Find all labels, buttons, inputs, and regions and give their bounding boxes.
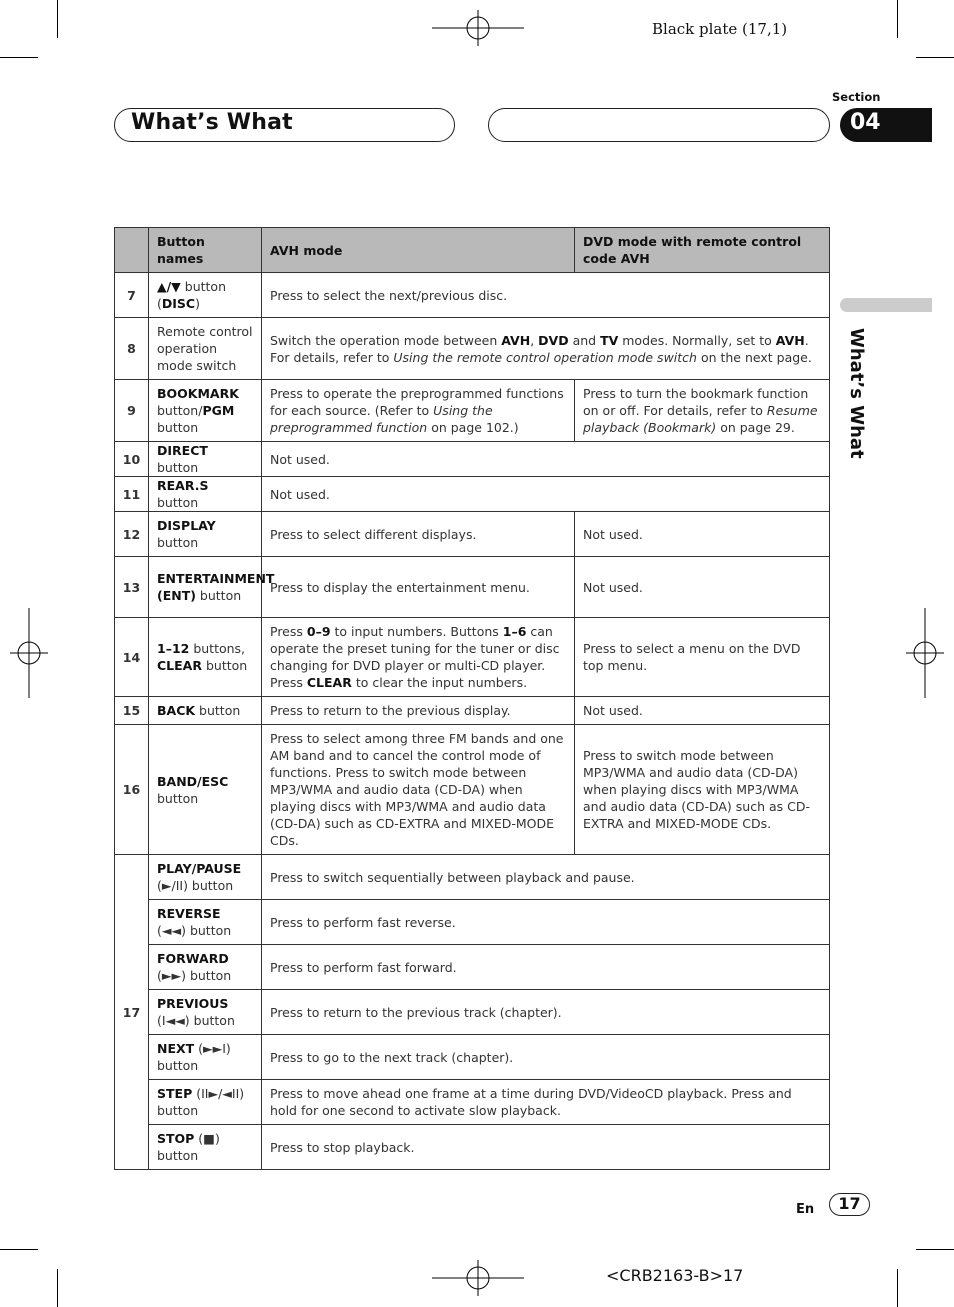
section-label: Section	[832, 90, 881, 104]
crop-mark	[0, 1249, 38, 1250]
row-number: 10	[115, 442, 149, 477]
description-cell: Press to select the next/previous disc.	[262, 273, 830, 318]
description-cell: Press to return to the previous track (chapter).	[262, 990, 830, 1035]
table-row	[115, 945, 830, 990]
row-number: 11	[115, 477, 149, 512]
button-name-cell: BACK button	[149, 697, 262, 725]
dvd-cell: Press to turn the bookmark function on or off. For details, refer to Resume playback (Bookmark) on page 29.	[575, 380, 830, 442]
row-number: 15	[115, 697, 149, 725]
avh-cell: Press to return to the previous display.	[262, 697, 575, 725]
table-row	[115, 557, 830, 618]
crop-mark	[897, 0, 898, 38]
table-header-row	[115, 228, 830, 273]
description-cell: Press to go to the next track (chapter).	[262, 1035, 830, 1080]
dvd-cell: Press to switch mode between MP3/WMA and audio data (CD-DA) when playing discs with MP3/WMA and audio data (CD-DA) such as CD-EXTRA and MIXED-MODE CDs.	[575, 725, 830, 855]
side-tab	[840, 298, 932, 312]
avh-cell: Press 0–9 to input numbers. Buttons 1–6 can operate the preset tuning for the tuner or disc changing for DVD player or multi-CD player. Press CLEAR to clear the input numbers.	[262, 618, 575, 697]
registration-mark-top	[432, 10, 524, 46]
crop-mark	[0, 57, 38, 58]
avh-cell: Press to select among three FM bands and one AM band and to cancel the control mode of functions. Press to switch mode between MP3/WMA and audio data (CD-DA) when playing discs with MP3/WMA and audio data (CD-DA) such as CD-EXTRA and MIXED-MODE CDs.	[262, 725, 575, 855]
row-number: 17	[115, 855, 149, 1170]
registration-mark-left	[10, 608, 48, 698]
header-num	[115, 228, 149, 273]
description-cell: Not used.	[262, 442, 830, 477]
registration-mark-right	[906, 608, 944, 698]
button-name-cell: BOOKMARK button/PGM button	[149, 380, 262, 442]
dvd-cell: Not used.	[575, 557, 830, 618]
button-name-cell: STOP (■) button	[149, 1125, 262, 1170]
row-number: 13	[115, 557, 149, 618]
document-code: <CRB2163-B>17	[606, 1266, 744, 1285]
dvd-cell: Press to select a menu on the DVD top menu.	[575, 618, 830, 697]
description-cell: Press to stop playback.	[262, 1125, 830, 1170]
button-name-cell: FORWARD (►►) button	[149, 945, 262, 990]
button-name-cell: DIRECT button	[149, 442, 262, 477]
row-number: 8	[115, 318, 149, 380]
crop-mark	[916, 1249, 954, 1250]
table-row	[115, 477, 830, 512]
table-row	[115, 725, 830, 855]
button-name-cell: REVERSE (◄◄) button	[149, 900, 262, 945]
table-row	[115, 273, 830, 318]
button-name-cell: DISPLAY button	[149, 512, 262, 557]
header-avh-mode: AVH mode	[262, 228, 575, 273]
registration-mark-bottom	[432, 1260, 524, 1296]
table-row	[115, 618, 830, 697]
table-row	[115, 318, 830, 380]
avh-cell: Press to select different displays.	[262, 512, 575, 557]
blank-pill	[488, 108, 830, 142]
avh-cell: Press to display the entertainment menu.	[262, 557, 575, 618]
table-row	[115, 512, 830, 557]
table-row	[115, 380, 830, 442]
description-cell: Press to perform fast reverse.	[262, 900, 830, 945]
dvd-cell: Not used.	[575, 697, 830, 725]
table-row	[115, 442, 830, 477]
table-row	[115, 900, 830, 945]
table-row	[115, 1080, 830, 1125]
button-name-cell: NEXT (►►I) button	[149, 1035, 262, 1080]
description-cell: Press to move ahead one frame at a time during DVD/VideoCD playback. Press and hold for one second to activate slow playback.	[262, 1080, 830, 1125]
button-name-cell: STEP (II►/◄II) button	[149, 1080, 262, 1125]
button-name-cell: BAND/ESC button	[149, 725, 262, 855]
header-button-names: Button names	[149, 228, 262, 273]
button-table	[114, 227, 830, 1170]
table-row	[115, 855, 830, 900]
language-label: En	[796, 1202, 815, 1217]
button-name-cell: REAR.S button	[149, 477, 262, 512]
crop-mark	[57, 0, 58, 38]
description-cell: Switch the operation mode between AVH, DVD and TV modes. Normally, set to AVH. For details, refer to Using the remote control operation mode switch on the next page.	[262, 318, 830, 380]
avh-cell: Press to operate the preprogrammed functions for each source. (Refer to Using the preprogrammed function on page 102.)	[262, 380, 575, 442]
side-label: What’s What	[846, 328, 867, 459]
table-row	[115, 697, 830, 725]
description-cell: Not used.	[262, 477, 830, 512]
button-name-cell: Remote control operation mode switch	[149, 318, 262, 380]
row-number: 7	[115, 273, 149, 318]
row-number: 14	[115, 618, 149, 697]
row-number: 16	[115, 725, 149, 855]
description-cell: Press to perform fast forward.	[262, 945, 830, 990]
dvd-cell: Not used.	[575, 512, 830, 557]
button-name-cell: PREVIOUS (I◄◄) button	[149, 990, 262, 1035]
button-name-cell: 1–12 buttons, CLEAR button	[149, 618, 262, 697]
header-dvd-mode: DVD mode with remote control code AVH	[575, 228, 830, 273]
crop-mark	[897, 1269, 898, 1307]
row-number: 12	[115, 512, 149, 557]
table-row	[115, 1035, 830, 1080]
table-row	[115, 990, 830, 1035]
row-number: 9	[115, 380, 149, 442]
description-cell: Press to switch sequentially between playback and pause.	[262, 855, 830, 900]
page-number: 17	[829, 1193, 870, 1216]
table-row	[115, 1125, 830, 1170]
section-number: 04	[850, 110, 881, 135]
button-name-cell: ▲/▼ button (DISC)	[149, 273, 262, 318]
crop-mark	[57, 1269, 58, 1307]
button-name-cell: ENTERTAINMENT (ENT) button	[149, 557, 262, 618]
plate-label: Black plate (17,1)	[652, 20, 788, 38]
crop-mark	[916, 57, 954, 58]
page-title: What’s What	[131, 110, 293, 135]
button-name-cell: PLAY/PAUSE (►/II) button	[149, 855, 262, 900]
